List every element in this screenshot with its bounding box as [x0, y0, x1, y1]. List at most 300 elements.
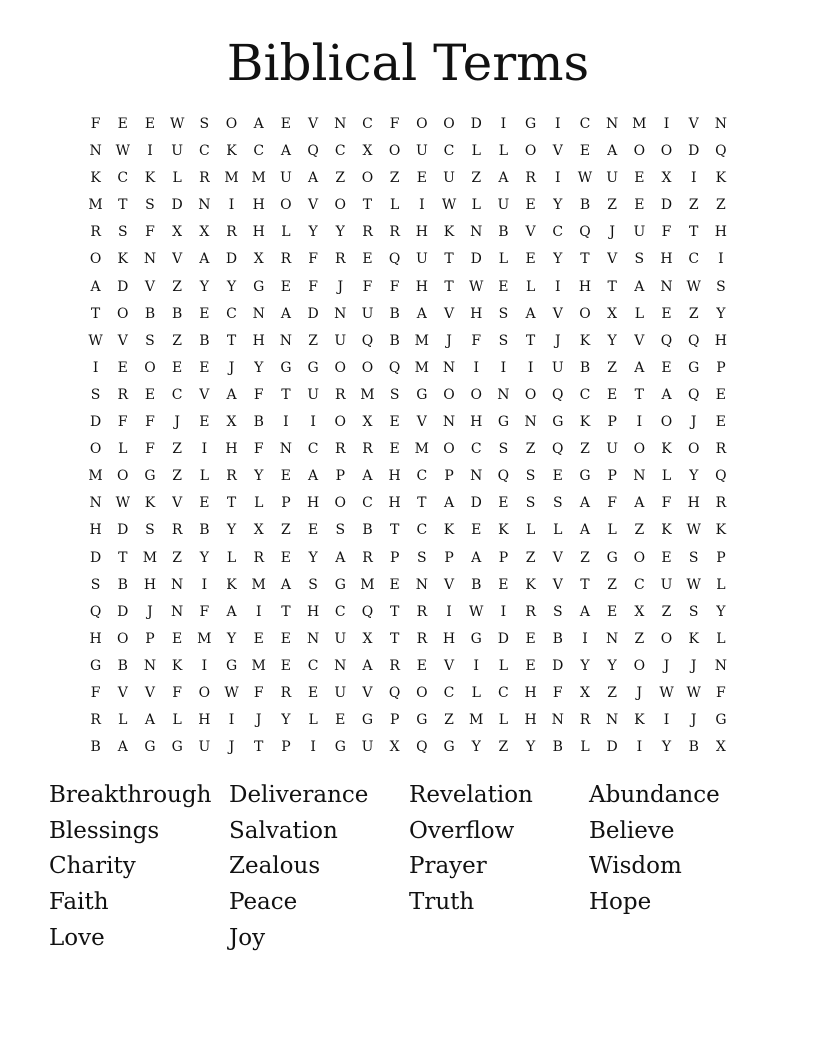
grid-letter: Z: [716, 197, 726, 214]
grid-letter: B: [579, 197, 591, 214]
grid-letter: Q: [552, 441, 564, 458]
grid-letter: U: [280, 170, 292, 187]
grid-letter: J: [690, 657, 697, 674]
grid-letter: E: [607, 386, 618, 403]
grid-letter: N: [470, 224, 483, 241]
grid-letter: A: [443, 495, 455, 512]
grid-letter: N: [606, 116, 619, 132]
grid-letter: M: [632, 116, 647, 132]
grid-letter: C: [416, 468, 428, 485]
grid-letter: H: [470, 414, 483, 431]
grid-letter: Z: [634, 522, 645, 539]
grid-letter: F: [308, 251, 318, 268]
grid-letter: C: [633, 576, 645, 593]
grid-letter: F: [253, 684, 264, 701]
grid-letter: P: [145, 630, 155, 647]
grid-letter: R: [416, 603, 428, 620]
grid-letter: E: [144, 116, 156, 132]
grid-letter: Z: [634, 630, 645, 647]
grid-letter: H: [524, 684, 537, 701]
grid-letter: I: [228, 197, 235, 214]
grid-letter: F: [199, 603, 210, 620]
grid-letter: I: [92, 359, 99, 376]
grid-letter: Y: [553, 197, 563, 214]
grid-letter: T: [118, 549, 128, 566]
grid-letter: A: [362, 657, 373, 674]
grid-letter: I: [310, 414, 316, 431]
grid-letter: V: [552, 549, 563, 566]
grid-letter: D: [117, 522, 129, 539]
grid-letter: A: [579, 603, 591, 620]
grid-letter: N: [470, 468, 483, 485]
grid-letter: C: [443, 143, 455, 160]
grid-letter: B: [253, 414, 264, 431]
grid-letter: R: [253, 549, 264, 566]
grid-letter: Z: [308, 332, 318, 349]
grid-letter: K: [117, 251, 129, 268]
grid-letter: Z: [688, 305, 699, 322]
grid-letter: S: [199, 116, 210, 132]
grid-letter: N: [334, 116, 347, 132]
grid-letter: E: [661, 549, 672, 566]
grid-letter: R: [416, 630, 428, 647]
grid-letter: P: [281, 739, 291, 756]
grid-letter: D: [171, 197, 183, 214]
grid-letter: K: [661, 522, 672, 539]
grid-letter: A: [144, 712, 156, 729]
grid-letter: I: [718, 251, 724, 268]
grid-letter: M: [224, 170, 239, 187]
grid-letter: Y: [689, 468, 699, 485]
grid-letter: C: [171, 386, 183, 403]
grid-letter: J: [228, 359, 235, 376]
grid-letter: Q: [687, 386, 700, 403]
grid-letter: Y: [335, 224, 345, 241]
grid-letter: X: [389, 739, 400, 756]
grid-letter: J: [446, 332, 452, 349]
grid-letter: T: [389, 603, 400, 620]
grid-letter: D: [225, 251, 238, 268]
grid-letter: B: [552, 630, 563, 647]
word-list-item: Charity: [49, 853, 136, 880]
grid-letter: E: [117, 116, 128, 132]
grid-letter: B: [362, 522, 373, 539]
grid-letter: G: [144, 468, 156, 485]
grid-letter: I: [310, 739, 316, 756]
grid-letter: H: [252, 332, 265, 349]
grid-letter: N: [143, 251, 157, 268]
grid-letter: A: [335, 549, 346, 566]
grid-letter: E: [199, 495, 210, 512]
grid-letter: J: [690, 414, 697, 431]
grid-letter: N: [334, 657, 347, 674]
grid-letter: F: [172, 684, 183, 701]
grid-letter: T: [254, 739, 264, 756]
grid-letter: C: [253, 143, 265, 160]
grid-letter: L: [172, 712, 182, 729]
grid-letter: T: [389, 630, 400, 647]
grid-letter: B: [552, 739, 563, 756]
grid-letter: L: [471, 197, 481, 214]
grid-letter: U: [361, 739, 374, 756]
grid-letter: Z: [172, 549, 183, 566]
grid-letter: I: [201, 576, 208, 593]
grid-letter: Y: [199, 549, 209, 566]
word-list-item: Peace: [229, 889, 298, 916]
grid-letter: O: [334, 197, 347, 214]
grid-letter: A: [416, 305, 427, 322]
grid-letter: I: [228, 712, 235, 729]
grid-letter: N: [551, 712, 564, 729]
grid-letter: U: [551, 359, 564, 376]
grid-letter: V: [552, 143, 563, 160]
grid-letter: G: [334, 739, 346, 756]
grid-letter: W: [686, 684, 701, 701]
grid-letter: A: [634, 495, 645, 512]
grid-letter: A: [579, 495, 591, 512]
grid-letter: W: [469, 603, 484, 620]
grid-letter: U: [497, 197, 510, 214]
grid-letter: F: [607, 495, 618, 512]
grid-letter: Y: [308, 224, 318, 241]
grid-letter: O: [524, 143, 537, 160]
grid-letter: E: [715, 386, 727, 403]
grid-letter: D: [470, 116, 482, 132]
grid-letter: I: [636, 739, 643, 756]
grid-letter: Z: [172, 441, 183, 458]
grid-letter: Q: [416, 739, 428, 756]
grid-letter: K: [661, 441, 672, 458]
grid-letter: E: [199, 359, 210, 376]
grid-letter: L: [716, 630, 726, 647]
grid-letter: E: [280, 468, 292, 485]
grid-letter: X: [253, 251, 264, 268]
grid-letter: E: [416, 170, 427, 187]
grid-letter: K: [144, 170, 156, 187]
grid-letter: B: [199, 522, 210, 539]
grid-letter: E: [362, 251, 373, 268]
grid-letter: L: [498, 143, 509, 160]
grid-letter: I: [636, 414, 643, 431]
grid-letter: T: [417, 495, 427, 512]
grid-letter: E: [525, 630, 536, 647]
grid-letter: X: [579, 684, 590, 701]
grid-letter: F: [145, 414, 155, 431]
grid-letter: Y: [553, 251, 563, 268]
grid-letter: E: [199, 305, 210, 322]
grid-letter: S: [335, 522, 346, 539]
grid-letter: D: [470, 495, 482, 512]
grid-letter: E: [715, 414, 727, 431]
grid-letter: J: [174, 414, 180, 431]
grid-letter: V: [308, 197, 319, 214]
grid-letter: O: [660, 143, 673, 160]
grid-letter: S: [498, 332, 509, 349]
grid-letter: N: [252, 305, 265, 322]
grid-letter: F: [253, 386, 264, 403]
grid-letter: G: [361, 712, 374, 729]
grid-letter: L: [308, 712, 318, 729]
grid-letter: K: [226, 143, 237, 160]
grid-letter: H: [89, 630, 102, 647]
grid-letter: D: [307, 305, 319, 322]
grid-letter: P: [281, 495, 291, 512]
grid-letter: O: [633, 441, 646, 458]
grid-letter: I: [663, 712, 670, 729]
grid-letter: S: [90, 386, 101, 403]
grid-letter: W: [686, 278, 701, 295]
grid-letter: V: [172, 495, 183, 512]
grid-letter: P: [444, 468, 454, 485]
grid-letter: E: [416, 657, 427, 674]
grid-letter: F: [308, 278, 318, 295]
grid-letter: O: [633, 143, 646, 160]
word-list-item: Breakthrough: [49, 782, 212, 808]
grid-letter: F: [145, 224, 155, 241]
grid-letter: J: [663, 657, 670, 674]
grid-letter: B: [471, 576, 482, 593]
grid-letter: S: [498, 305, 509, 322]
grid-letter: Z: [580, 549, 590, 566]
grid-letter: R: [117, 386, 129, 403]
grid-letter: R: [226, 468, 237, 485]
grid-letter: J: [554, 332, 561, 349]
grid-letter: E: [172, 359, 183, 376]
grid-letter: P: [607, 468, 617, 485]
grid-letter: K: [226, 576, 237, 593]
grid-letter: V: [634, 332, 645, 349]
grid-letter: C: [362, 495, 373, 512]
grid-letter: A: [280, 143, 291, 160]
grid-letter: L: [525, 522, 536, 539]
grid-letter: Y: [308, 549, 318, 566]
grid-letter: Y: [607, 657, 617, 674]
grid-letter: D: [89, 549, 102, 566]
grid-letter: V: [117, 332, 128, 349]
grid-letter: O: [117, 468, 129, 485]
grid-letter: Z: [688, 197, 699, 214]
grid-letter: C: [498, 684, 509, 701]
grid-letter: F: [389, 278, 400, 295]
grid-letter: T: [444, 251, 454, 268]
grid-letter: S: [688, 603, 699, 620]
grid-letter: S: [389, 386, 400, 403]
grid-letter: X: [661, 170, 672, 187]
grid-letter: S: [145, 522, 155, 539]
grid-letter: E: [525, 251, 536, 268]
grid-letter: F: [362, 278, 373, 295]
grid-letter: C: [334, 143, 346, 160]
word-list-item: Deliverance: [229, 782, 369, 808]
word-list-item: Truth: [409, 889, 475, 916]
grid-letter: M: [88, 197, 103, 214]
grid-letter: M: [469, 712, 484, 729]
grid-letter: A: [199, 251, 210, 268]
grid-letter: C: [470, 441, 482, 458]
grid-letter: B: [389, 332, 400, 349]
grid-letter: A: [226, 603, 237, 620]
grid-letter: A: [280, 576, 291, 593]
grid-letter: O: [89, 441, 102, 458]
grid-letter: O: [633, 549, 646, 566]
grid-letter: L: [118, 441, 128, 458]
grid-letter: X: [634, 603, 645, 620]
grid-letter: S: [525, 495, 536, 512]
grid-letter: E: [389, 414, 400, 431]
grid-letter: O: [443, 386, 455, 403]
grid-letter: R: [335, 251, 346, 268]
grid-letter: T: [281, 603, 291, 620]
word-list-item: Abundance: [589, 782, 720, 808]
grid-letter: U: [660, 576, 673, 593]
grid-letter: O: [280, 197, 292, 214]
grid-letter: J: [690, 712, 697, 729]
grid-letter: B: [117, 576, 128, 593]
grid-letter: O: [361, 359, 374, 376]
grid-letter: C: [307, 441, 319, 458]
grid-letter: M: [251, 170, 266, 187]
grid-letter: J: [228, 739, 235, 756]
grid-letter: L: [172, 170, 182, 187]
grid-letter: V: [199, 386, 210, 403]
grid-letter: Z: [525, 549, 536, 566]
grid-letter: N: [334, 305, 347, 322]
word-list-item: Overflow: [409, 817, 515, 844]
grid-letter: X: [362, 143, 373, 160]
grid-letter: N: [415, 576, 428, 593]
grid-letter: Z: [580, 441, 590, 458]
grid-letter: H: [578, 278, 592, 295]
grid-letter: P: [335, 468, 345, 485]
grid-letter: W: [686, 522, 701, 539]
grid-letter: R: [90, 712, 101, 729]
grid-letter: M: [360, 386, 375, 403]
grid-letter: E: [498, 495, 509, 512]
grid-letter: T: [362, 197, 373, 214]
grid-letter: U: [334, 332, 347, 349]
grid-letter: V: [144, 278, 156, 295]
word-list-item: Revelation: [409, 782, 533, 808]
grid-letter: J: [255, 712, 262, 729]
grid-letter: B: [688, 739, 699, 756]
grid-letter: L: [634, 305, 644, 322]
grid-letter: V: [552, 305, 563, 322]
grid-letter: S: [552, 603, 563, 620]
grid-letter: G: [225, 657, 238, 674]
grid-letter: S: [716, 278, 726, 295]
grid-letter: C: [443, 684, 455, 701]
grid-letter: Y: [226, 278, 237, 295]
grid-letter: Q: [715, 468, 727, 485]
grid-letter: W: [115, 143, 130, 160]
grid-letter: O: [633, 657, 646, 674]
grid-letter: T: [634, 386, 645, 403]
grid-letter: N: [524, 414, 537, 431]
grid-letter: Q: [89, 603, 102, 620]
grid-letter: G: [307, 359, 319, 376]
grid-letter: N: [279, 441, 293, 458]
grid-letter: E: [389, 441, 400, 458]
grid-letter: T: [444, 278, 454, 295]
grid-letter: B: [579, 359, 591, 376]
grid-letter: S: [525, 468, 536, 485]
grid-letter: Q: [687, 332, 700, 349]
grid-letter: J: [609, 224, 615, 241]
grid-letter: A: [308, 170, 319, 187]
grid-letter: H: [89, 522, 102, 539]
grid-letter: O: [89, 251, 102, 268]
grid-letter: F: [661, 224, 672, 241]
grid-letter: Y: [226, 522, 237, 539]
grid-letter: V: [688, 116, 699, 132]
grid-letter: O: [388, 143, 401, 160]
grid-letter: A: [607, 143, 618, 160]
grid-letter: G: [579, 468, 591, 485]
grid-letter: D: [89, 414, 102, 431]
grid-letter: W: [686, 576, 701, 593]
grid-letter: O: [117, 630, 129, 647]
grid-letter: T: [226, 332, 237, 349]
grid-letter: Q: [361, 603, 374, 620]
grid-letter: E: [307, 522, 319, 539]
grid-letter: U: [307, 386, 319, 403]
grid-letter: J: [147, 603, 153, 620]
word-list-item: Believe: [589, 817, 675, 844]
grid-letter: R: [579, 712, 591, 729]
grid-letter: V: [443, 576, 455, 593]
grid-letter: G: [280, 359, 292, 376]
grid-letter: Y: [716, 305, 726, 322]
grid-letter: G: [470, 630, 482, 647]
grid-letter: B: [172, 305, 183, 322]
grid-letter: C: [579, 386, 591, 403]
grid-letter: W: [88, 332, 103, 349]
grid-letter: W: [169, 116, 185, 132]
grid-letter: N: [171, 576, 184, 593]
grid-letter: L: [498, 657, 509, 674]
grid-letter: C: [688, 251, 700, 268]
grid-letter: X: [715, 739, 726, 756]
grid-letter: K: [144, 495, 156, 512]
grid-letter: G: [443, 739, 455, 756]
grid-letter: N: [171, 603, 184, 620]
grid-letter: E: [661, 305, 672, 322]
grid-letter: J: [636, 684, 643, 701]
grid-letter: S: [145, 197, 155, 214]
grid-letter: N: [198, 197, 211, 214]
grid-letter: T: [118, 197, 128, 214]
grid-letter: S: [117, 224, 128, 241]
grid-letter: L: [226, 549, 237, 566]
grid-letter: J: [337, 278, 344, 295]
grid-letter: P: [607, 414, 617, 431]
grid-letter: M: [197, 630, 212, 647]
grid-letter: R: [226, 224, 237, 241]
grid-letter: Z: [607, 576, 618, 593]
grid-letter: F: [145, 441, 155, 458]
grid-letter: V: [144, 684, 156, 701]
grid-letter: F: [552, 684, 563, 701]
grid-letter: T: [281, 386, 291, 403]
grid-letter: R: [362, 224, 373, 241]
grid-letter: U: [415, 251, 428, 268]
grid-letter: N: [442, 414, 456, 431]
grid-letter: Z: [525, 441, 536, 458]
grid-letter: Y: [580, 657, 590, 674]
word-list-item: Wisdom: [589, 853, 682, 880]
grid-letter: R: [362, 441, 373, 458]
grid-letter: K: [498, 522, 509, 539]
